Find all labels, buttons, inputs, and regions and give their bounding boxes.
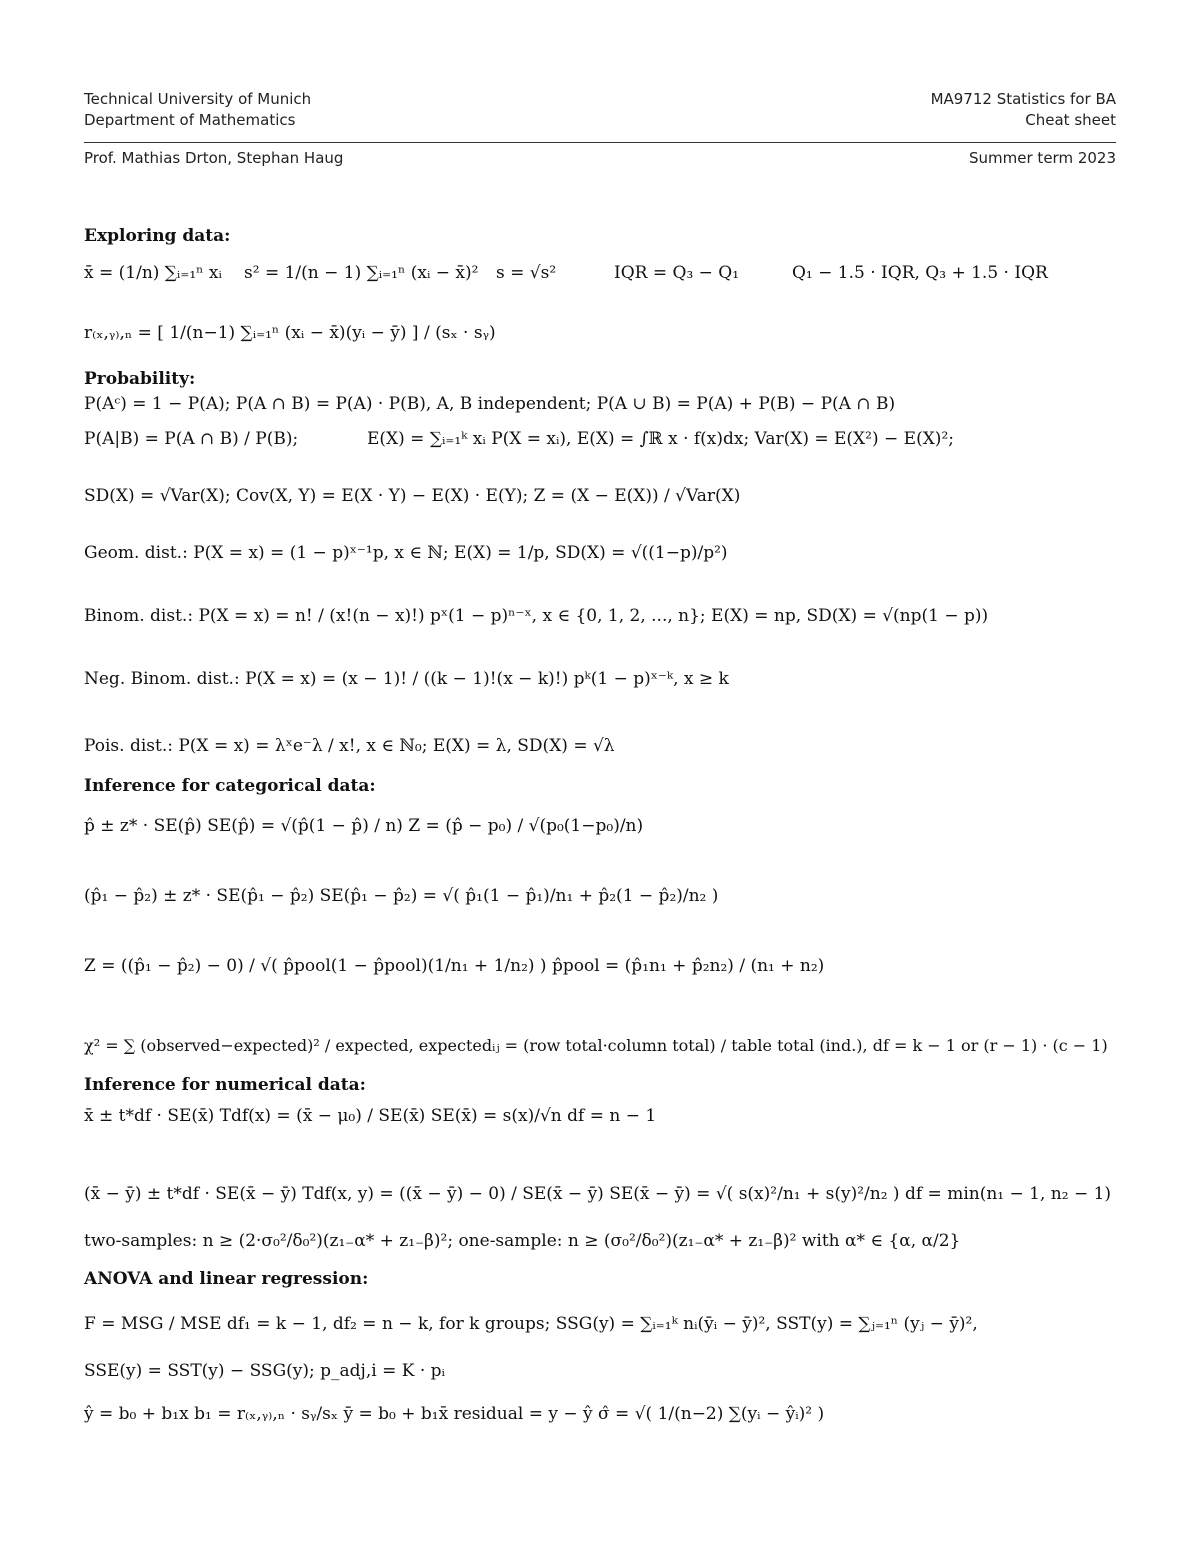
formula-ci-two-proportions: (p̂₁ − p̂₂) ± z* · SE(p̂₁ − p̂₂) SE(p̂₁ − p̂₂) = √( p̂₁(1 − p̂₁)/n₁ + p̂₂(1 − p̂₂)/n₂ )	[84, 886, 719, 906]
formula-ci-proportion: p̂ ± z* · SE(p̂) SE(p̂) = √(p̂(1 − p̂) / n) Z = (p̂ − p₀) / √(p₀(1−p₀)/n)	[84, 816, 644, 836]
binom-line	[84, 605, 1116, 645]
formula-sample-size: two-samples: n ≥ (2·σ₀²/δ₀²)(z₁₋α* + z₁₋β)²; one-sample: n ≥ (σ₀²/δ₀²)(z₁₋α* + z₁₋β)² with α* ∈ {α, α/2}	[84, 1231, 961, 1251]
document-type: Cheat sheet	[1025, 111, 1116, 129]
formula-iqr: IQR = Q₃ − Q₁	[614, 263, 740, 283]
formula-regression: ŷ = b₀ + b₁x b₁ = r₍ₓ,ᵧ₎,ₙ · sᵧ/sₓ ȳ = b₀ + b₁x̄ residual = y − ŷ σ̂ = √( 1/(n−2) ∑(yᵢ − ŷᵢ)² )	[84, 1404, 825, 1424]
course-title: MA9712 Statistics for BA	[930, 90, 1116, 108]
university-name: Technical University of Munich	[84, 90, 312, 108]
section-categorical: Inference for categorical data:	[84, 776, 376, 796]
formula-complement-independence-union: P(Aᶜ) = 1 − P(A); P(A ∩ B) = P(A) · P(B), A, B independent; P(A ∪ B) = P(A) + P(B) − P(A ∩ B)	[84, 394, 896, 414]
categorical-line-1	[84, 815, 1116, 855]
numerical-line-2	[84, 1183, 1116, 1223]
formula-negative-binomial: Neg. Binom. dist.: P(X = x) = (x − 1)! / ((k − 1)!(x − k)!) pᵏ(1 − p)ˣ⁻ᵏ, x ≥ k	[84, 669, 729, 689]
section-numerical: Inference for numerical data:	[84, 1075, 366, 1095]
formula-sse-padj: SSE(y) = SST(y) − SSG(y); p_adj,i = K · pᵢ	[84, 1361, 445, 1381]
chisq-line	[84, 1035, 1116, 1075]
formula-anova-f: F = MSG / MSE df₁ = k − 1, df₂ = n − k, for k groups; SSG(y) = ∑ᵢ₌₁ᵏ nᵢ(ȳᵢ − ȳ)², SST(y) = ∑ⱼ₌₁ⁿ (yⱼ − ȳ)²,	[84, 1314, 978, 1334]
formula-geometric: Geom. dist.: P(X = x) = (1 − p)ˣ⁻¹p, x ∈ ℕ; E(X) = 1/p, SD(X) = √((1−p)/p²)	[84, 543, 728, 563]
formula-poisson: Pois. dist.: P(X = x) = λˣe⁻λ / x!, x ∈ ℕ₀; E(X) = λ, SD(X) = √λ	[84, 736, 615, 756]
formula-z-pooled: Z = ((p̂₁ − p̂₂) − 0) / √( p̂pool(1 − p̂pool)(1/n₁ + 1/n₂) ) p̂pool = (p̂₁n₁ + p̂₂n₂) / (n₁ + n₂)	[84, 956, 825, 976]
department-name: Department of Mathematics	[84, 111, 296, 129]
categorical-line-3	[84, 955, 1116, 995]
sample-size-line	[84, 1230, 1116, 1270]
section-exploring-data: Exploring data:	[84, 226, 231, 246]
authors: Prof. Mathias Drton, Stephan Haug	[84, 149, 344, 167]
formula-variance: s² = 1/(n − 1) ∑ᵢ₌₁ⁿ (xᵢ − x̄)²	[244, 263, 479, 283]
formula-mean: x̄ = (1/n) ∑ᵢ₌₁ⁿ xᵢ	[84, 263, 222, 283]
negbinom-line	[84, 668, 1116, 708]
formula-fences: Q₁ − 1.5 · IQR, Q₃ + 1.5 · IQR	[792, 263, 1048, 283]
term: Summer term 2023	[969, 149, 1116, 167]
section-probability: Probability:	[84, 369, 196, 389]
header-divider	[84, 142, 1116, 143]
probability-line-2	[84, 428, 1116, 468]
formula-sd-cov-z: SD(X) = √Var(X); Cov(X, Y) = E(X · Y) − E(X) · E(Y); Z = (X − E(X)) / √Var(X)	[84, 486, 741, 506]
probability-line-3	[84, 485, 1116, 525]
formula-t-two-sample: (x̄ − ȳ) ± t*df · SE(x̄ − ȳ) Tdf(x, y) = ((x̄ − ȳ) − 0) / SE(x̄ − ȳ) SE(x̄ − ȳ) = √( s(x)²/n₁ + s(y)²/n₂ ) df = min(n₁ − 1, n₂ − 1)	[84, 1184, 1112, 1204]
anova-line-1	[84, 1313, 1116, 1353]
formula-chi-square: χ² = ∑ (observed−expected)² / expected, expectedᵢⱼ = (row total·column total) / table total (ind.), df = k − 1 or (r − 1) · (c − 1)	[84, 1036, 1108, 1055]
section-anova-regression: ANOVA and linear regression:	[84, 1269, 369, 1289]
correlation-line	[84, 322, 1116, 362]
formula-binomial: Binom. dist.: P(X = x) = n! / (x!(n − x)!) pˣ(1 − p)ⁿ⁻ˣ, x ∈ {0, 1, 2, ..., n}; E(X) = np, SD(X) = √(np(1 − p))	[84, 606, 989, 626]
probability-line-1	[84, 393, 1116, 433]
exploring-formulas-line	[84, 262, 1116, 302]
pois-line	[84, 735, 1116, 775]
geom-line	[84, 542, 1116, 582]
formula-t-one-sample: x̄ ± t*df · SE(x̄) Tdf(x) = (x̄ − μ₀) / SE(x̄) SE(x̄) = s(x)/√n df = n − 1	[84, 1106, 657, 1126]
numerical-line-1	[84, 1105, 1116, 1145]
formula-correlation: r₍ₓ,ᵧ₎,ₙ = [ 1/(n−1) ∑ᵢ₌₁ⁿ (xᵢ − x̄)(yᵢ − ȳ) ] / (sₓ · sᵧ)	[84, 323, 496, 343]
categorical-line-2	[84, 885, 1116, 925]
regression-line	[84, 1403, 1116, 1443]
formula-expectation-variance: E(X) = ∑ᵢ₌₁ᵏ xᵢ P(X = xᵢ), E(X) = ∫ℝ x · f(x)dx; Var(X) = E(X²) − E(X)²;	[367, 429, 954, 449]
formula-sd: s = √s²	[496, 263, 557, 283]
anova-line-2	[84, 1360, 1116, 1400]
formula-conditional: P(A|B) = P(A ∩ B) / P(B);	[84, 429, 299, 449]
